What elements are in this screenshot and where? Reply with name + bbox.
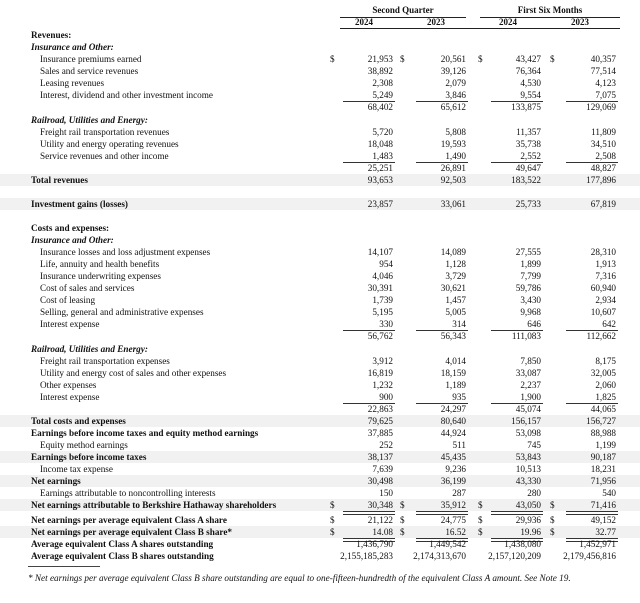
header-year: 2024: [355, 17, 373, 27]
row-label: Freight rail transportation revenues: [40, 127, 170, 137]
row-label: Insurance and Other:: [31, 235, 114, 245]
value-cell: 60,940: [590, 283, 616, 293]
statement-row: [0, 29, 640, 41]
value-cell: 252: [379, 440, 393, 450]
statement-row: [0, 53, 640, 65]
value-cell: 2,174,313,670: [413, 551, 466, 561]
value-cell: 36,199: [440, 476, 466, 486]
statement-row: [0, 427, 640, 439]
value-cell: 35,912: [440, 500, 466, 510]
value-cell: 32.77: [595, 527, 616, 537]
dollar-sign: $: [478, 527, 483, 537]
row-label: Equity method earnings: [40, 440, 128, 450]
value-cell: 45,435: [440, 452, 466, 462]
value-cell: 9,236: [445, 464, 466, 474]
value-cell: 1,483: [372, 151, 393, 161]
value-cell: 111,083: [511, 331, 541, 341]
dollar-sign: $: [550, 515, 555, 525]
value-cell: 9,968: [520, 307, 541, 317]
row-label: Interest, dividend and other investment income: [40, 90, 213, 100]
value-cell: 48,827: [590, 163, 616, 173]
value-cell: 20,561: [440, 54, 466, 64]
value-cell: 92,503: [440, 175, 466, 185]
row-label: Selling, general and administrative expenses: [40, 307, 204, 317]
row-label: Net earnings attributable to Berkshire Hathaway shareholders: [31, 500, 277, 510]
value-cell: 35,738: [515, 139, 541, 149]
statement-row: [0, 463, 640, 475]
value-cell: 49,647: [515, 163, 541, 173]
value-cell: 14,089: [440, 247, 466, 257]
statement-row: [0, 355, 640, 367]
statement-row: [0, 451, 640, 463]
row-label: Total revenues: [31, 175, 88, 185]
value-cell: 32,005: [590, 368, 616, 378]
row-label: Life, annuity and health benefits: [40, 259, 160, 269]
row-label: Railroad, Utilities and Energy:: [31, 115, 148, 125]
footnote-rule: [28, 566, 100, 567]
dollar-sign: $: [400, 500, 405, 510]
dollar-sign: $: [330, 527, 335, 537]
value-cell: 10,513: [515, 464, 541, 474]
value-cell: 1,825: [595, 392, 616, 402]
statement-row: [0, 499, 640, 511]
statement-row: [0, 415, 640, 427]
row-label: Interest expense: [40, 392, 100, 402]
header-year: 2023: [571, 17, 589, 27]
value-cell: 1,913: [595, 259, 616, 269]
value-cell: 10,607: [590, 307, 616, 317]
value-cell: 7,639: [372, 464, 393, 474]
value-cell: 540: [602, 488, 616, 498]
value-cell: 37,885: [367, 428, 393, 438]
value-cell: 25,733: [515, 199, 541, 209]
value-cell: 7,316: [595, 271, 616, 281]
dollar-sign: $: [330, 500, 335, 510]
dollar-sign: $: [478, 515, 483, 525]
value-cell: 2,060: [595, 380, 616, 390]
row-label: Freight rail transportation expenses: [40, 356, 170, 366]
value-cell: 65,612: [440, 102, 466, 112]
row-label: Average equivalent Class A shares outstanding: [31, 539, 214, 549]
value-cell: 7,799: [520, 271, 541, 281]
dollar-sign: $: [478, 54, 483, 64]
statement-row: [0, 246, 640, 258]
statement-row: [0, 126, 640, 138]
value-cell: 30,621: [440, 283, 466, 293]
value-cell: 45,074: [515, 404, 541, 414]
statement-row: [0, 526, 640, 538]
dollar-sign: $: [330, 515, 335, 525]
dollar-sign: $: [400, 515, 405, 525]
value-cell: 38,892: [367, 66, 393, 76]
value-cell: 1,449,542: [429, 539, 466, 549]
value-cell: 7,850: [520, 356, 541, 366]
value-cell: 77,514: [590, 66, 616, 76]
value-cell: 34,510: [590, 139, 616, 149]
value-cell: 38,137: [367, 452, 393, 462]
row-label: Costs and expenses:: [31, 223, 110, 233]
value-cell: 1,457: [445, 295, 466, 305]
value-cell: 1,128: [445, 259, 466, 269]
value-cell: 1,438,080: [504, 539, 541, 549]
statement-row: [0, 222, 640, 234]
value-cell: 1,490: [445, 151, 466, 161]
statement-row: [0, 234, 640, 246]
value-cell: 3,729: [445, 271, 466, 281]
value-cell: 18,159: [440, 368, 466, 378]
value-cell: 76,364: [515, 66, 541, 76]
row-label: Earnings before income taxes: [31, 452, 147, 462]
value-cell: 3,912: [372, 356, 393, 366]
value-cell: 5,720: [372, 127, 393, 137]
header-year: 2023: [427, 17, 445, 27]
value-cell: 2,157,120,209: [488, 551, 541, 561]
value-cell: 1,899: [520, 259, 541, 269]
value-cell: 5,249: [372, 90, 393, 100]
statement-row: [0, 514, 640, 526]
value-cell: 28,310: [590, 247, 616, 257]
value-cell: 21,122: [367, 515, 393, 525]
value-cell: 7,075: [595, 90, 616, 100]
value-cell: 11,809: [591, 127, 616, 137]
value-cell: 39,126: [440, 66, 466, 76]
statement-row: [0, 65, 640, 77]
statement-row: [0, 41, 640, 53]
value-cell: 8,175: [595, 356, 616, 366]
value-cell: 2,934: [595, 295, 616, 305]
statement-row: [0, 138, 640, 150]
value-cell: 1,739: [372, 295, 393, 305]
statement-row: [0, 391, 640, 403]
statement-row: [0, 330, 640, 342]
row-label: Earnings before income taxes and equity method earnings: [31, 428, 259, 438]
statement-row: [0, 538, 640, 550]
value-cell: 33,087: [515, 368, 541, 378]
value-cell: 79,625: [367, 416, 393, 426]
dollar-sign: $: [550, 500, 555, 510]
value-cell: 18,231: [590, 464, 616, 474]
value-cell: 30,391: [367, 283, 393, 293]
statement-row: [0, 379, 640, 391]
value-cell: 16,819: [367, 368, 393, 378]
statement-row: [0, 150, 640, 162]
row-label: Cost of sales and services: [40, 283, 135, 293]
value-cell: 3,430: [520, 295, 541, 305]
value-cell: 1,900: [520, 392, 541, 402]
value-cell: 56,343: [440, 331, 466, 341]
row-label: Net earnings: [31, 476, 81, 486]
value-cell: 2,508: [595, 151, 616, 161]
value-cell: 88,988: [590, 428, 616, 438]
row-label: Other expenses: [40, 380, 97, 390]
statement-row: [0, 439, 640, 451]
row-label: Net earnings per average equivalent Class B share*: [31, 527, 233, 537]
value-cell: 150: [379, 488, 393, 498]
statement-row: [0, 162, 640, 174]
value-cell: 14,107: [367, 247, 393, 257]
value-cell: 900: [379, 392, 393, 402]
value-cell: 2,237: [520, 380, 541, 390]
row-label: Earnings attributable to noncontrolling interests: [40, 488, 216, 498]
header-second-quarter: Second Quarter: [372, 5, 434, 15]
value-cell: 24,297: [440, 404, 466, 414]
value-cell: 954: [379, 259, 393, 269]
value-cell: 4,014: [445, 356, 466, 366]
row-label: Investment gains (losses): [31, 199, 128, 209]
row-label: Insurance underwriting expenses: [40, 271, 161, 281]
value-cell: 646: [527, 319, 541, 329]
value-cell: 112,662: [586, 331, 616, 341]
value-cell: 745: [527, 440, 541, 450]
value-cell: 26,891: [440, 163, 466, 173]
value-cell: 1,232: [372, 380, 393, 390]
value-cell: 183,522: [511, 175, 541, 185]
value-cell: 2,179,456,816: [563, 551, 616, 561]
value-cell: 18,048: [367, 139, 393, 149]
row-label: Net earnings per average equivalent Class A share: [31, 515, 227, 525]
value-cell: 93,653: [367, 175, 393, 185]
statement-row: [0, 174, 640, 186]
row-label: Railroad, Utilities and Energy:: [31, 344, 148, 354]
row-label: Average equivalent Class B shares outstanding: [31, 551, 214, 561]
value-cell: 27,555: [515, 247, 541, 257]
value-cell: 33,061: [440, 199, 466, 209]
value-cell: 21,953: [367, 54, 393, 64]
value-cell: 59,786: [515, 283, 541, 293]
statement-row: [0, 258, 640, 270]
row-label: Total costs and expenses: [31, 416, 126, 426]
value-cell: 25,251: [367, 163, 393, 173]
statement-row: [0, 89, 640, 101]
value-cell: 4,530: [520, 78, 541, 88]
value-cell: 642: [602, 319, 616, 329]
value-cell: 30,348: [367, 500, 393, 510]
statement-row: [0, 403, 640, 415]
row-label: Service revenues and other income: [40, 151, 169, 161]
value-cell: 2,155,185,283: [340, 551, 393, 561]
value-cell: 80,640: [440, 416, 466, 426]
row-label: Cost of leasing: [40, 295, 96, 305]
value-cell: 156,157: [511, 416, 541, 426]
value-cell: 2,079: [445, 78, 466, 88]
value-cell: 19.96: [520, 527, 541, 537]
row-label: Revenues:: [31, 30, 72, 40]
value-cell: 5,195: [372, 307, 393, 317]
value-cell: 56,762: [367, 331, 393, 341]
dollar-sign: $: [400, 54, 405, 64]
dollar-sign: $: [330, 54, 335, 64]
value-cell: 1,189: [445, 380, 466, 390]
dollar-sign: $: [550, 527, 555, 537]
row-label: Interest expense: [40, 319, 100, 329]
statement-row: [0, 77, 640, 89]
row-label: Leasing revenues: [40, 78, 105, 88]
value-cell: 43,427: [515, 54, 541, 64]
value-cell: 68,402: [367, 102, 393, 112]
dollar-sign: $: [550, 54, 555, 64]
statement-row: [0, 318, 640, 330]
statement-row: [0, 294, 640, 306]
value-cell: 935: [452, 392, 466, 402]
value-cell: 67,819: [590, 199, 616, 209]
value-cell: 16.52: [445, 527, 466, 537]
header-year: 2024: [499, 17, 517, 27]
dollar-sign: $: [400, 527, 405, 537]
value-cell: 133,875: [511, 102, 541, 112]
value-cell: 44,065: [590, 404, 616, 414]
value-cell: 29,936: [515, 515, 541, 525]
value-cell: 2,552: [520, 151, 541, 161]
row-label: Utility and energy cost of sales and other expenses: [40, 368, 227, 378]
statement-row: [0, 270, 640, 282]
value-cell: 14.08: [372, 527, 393, 537]
value-cell: 129,069: [586, 102, 616, 112]
statement-row: [0, 282, 640, 294]
statement-row: [0, 101, 640, 113]
value-cell: 90,187: [590, 452, 616, 462]
value-cell: 71,416: [590, 500, 616, 510]
statement-row: [0, 475, 640, 487]
value-cell: 4,046: [372, 271, 393, 281]
footnote: * Net earnings per average equivalent Class B share outstanding are equal to one-fifteen-hundredth of the equivalent Class A amount. See Note 19.: [28, 573, 571, 583]
value-cell: 330: [379, 319, 393, 329]
row-label: Sales and service revenues: [40, 66, 139, 76]
value-cell: 5,808: [445, 127, 466, 137]
value-cell: 2,308: [372, 78, 393, 88]
row-label: Insurance losses and loss adjustment expenses: [40, 247, 211, 257]
value-cell: 4,123: [595, 78, 616, 88]
value-cell: 280: [527, 488, 541, 498]
value-cell: 40,357: [590, 54, 616, 64]
value-cell: 9,554: [520, 90, 541, 100]
statement-row: [0, 367, 640, 379]
statement-row: [0, 198, 640, 210]
statement-row: [0, 550, 640, 562]
value-cell: 156,727: [586, 416, 616, 426]
value-cell: 11,357: [516, 127, 541, 137]
dollar-sign: $: [478, 500, 483, 510]
row-label: Insurance and Other:: [31, 42, 114, 52]
statement-row: [0, 487, 640, 499]
value-cell: 43,050: [515, 500, 541, 510]
value-cell: 1,452,971: [579, 539, 616, 549]
value-cell: 53,843: [515, 452, 541, 462]
value-cell: 30,498: [367, 476, 393, 486]
value-cell: 71,956: [590, 476, 616, 486]
value-cell: 177,896: [586, 175, 616, 185]
value-cell: 49,152: [590, 515, 616, 525]
value-cell: 1,199: [595, 440, 616, 450]
value-cell: 314: [452, 319, 466, 329]
statement-row: [0, 343, 640, 355]
value-cell: 511: [452, 440, 466, 450]
statement-row: [0, 306, 640, 318]
value-cell: 19,593: [440, 139, 466, 149]
value-cell: 22,863: [367, 404, 393, 414]
value-cell: 23,857: [367, 199, 393, 209]
row-label: Insurance premiums earned: [40, 54, 142, 64]
value-cell: 287: [452, 488, 466, 498]
value-cell: 3,846: [445, 90, 466, 100]
value-cell: 5,005: [445, 307, 466, 317]
header-first-six-months: First Six Months: [517, 5, 583, 15]
value-cell: 1,436,790: [356, 539, 393, 549]
value-cell: 44,924: [440, 428, 466, 438]
value-cell: 24,775: [440, 515, 466, 525]
statement-row: [0, 114, 640, 126]
value-cell: 43,330: [515, 476, 541, 486]
value-cell: 53,098: [515, 428, 541, 438]
row-label: Utility and energy operating revenues: [40, 139, 179, 149]
row-label: Income tax expense: [40, 464, 113, 474]
